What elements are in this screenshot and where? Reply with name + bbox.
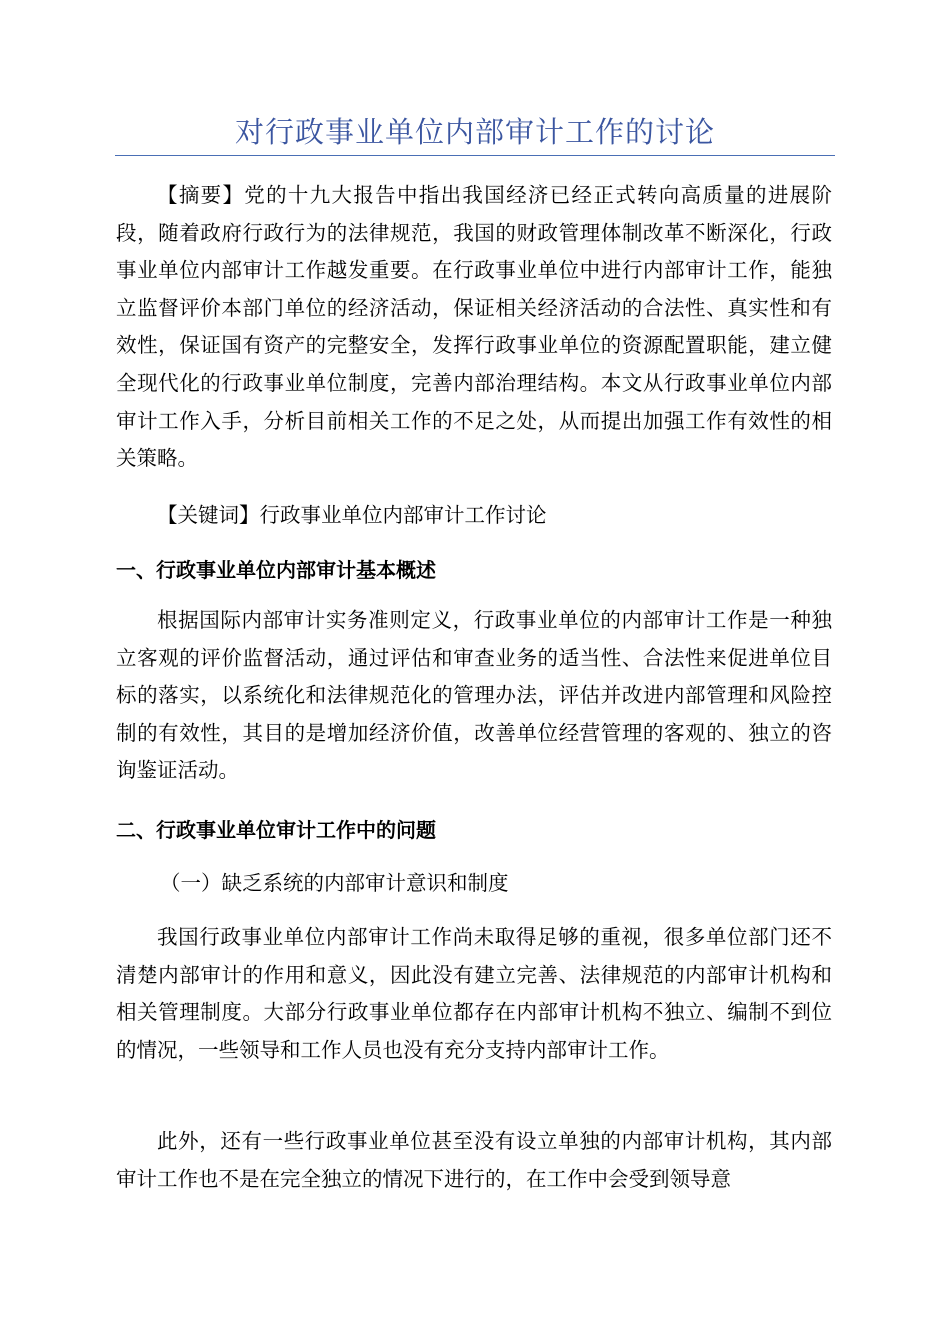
- section-2-paragraph-2: 此外，还有一些行政事业单位甚至没有设立单独的内部审计机构，其内部审计工作也不是在完全独立的情况下进行的，在工作中会受到领导意: [116, 1129, 832, 1191]
- section-2-subheading: （一）缺乏系统的内部审计意识和制度: [160, 871, 509, 895]
- document-title: 对行政事业单位内部审计工作的讨论: [234, 115, 715, 149]
- section-1-paragraph: 根据国际内部审计实务准则定义，行政事业单位的内部审计工作是一种独立客观的评价监督活动，通过评估和审查业务的适当性、合法性来促进单位目标的落实，以系统化和法律规范化的管理办法，评估并改进内部管理和风险控制的有效性，其目的是增加经济价值，改善单位经营管理的客观的、独立的咨询鉴证活动。: [116, 608, 832, 783]
- title-underline: [115, 155, 835, 156]
- section-1-heading: 一、行政事业单位内部审计基本概述: [116, 558, 436, 582]
- abstract-paragraph: 【摘要】党的十九大报告中指出我国经济已经正式转向高质量的进展阶段，随着政府行政行为的法律规范，我国的财政管理体制改革不断深化，行政事业单位内部审计工作越发重要。在行政事业单位中进行内部审计工作，能独立监督评价本部门单位的经济活动，保证相关经济活动的合法性、真实性和有效性，保证国有资产的完整安全，发挥行政事业单位的资源配置职能，建立健全现代化的行政事业单位制度，完善内部治理结构。本文从行政事业单位内部审计工作入手，分析目前相关工作的不足之处，从而提出加强工作有效性的相关策略。: [116, 183, 832, 471]
- keywords-line: 【关键词】行政事业单位内部审计工作讨论: [157, 503, 547, 527]
- section-2-paragraph-1: 我国行政事业单位内部审计工作尚未取得足够的重视，很多单位部门还不清楚内部审计的作用和意义，因此没有建立完善、法律规范的内部审计机构和相关管理制度。大部分行政事业单位都存在内部审计机构不独立、编制不到位的情况，一些领导和工作人员也没有充分支持内部审计工作。: [116, 925, 832, 1062]
- section-2-heading: 二、行政事业单位审计工作中的问题: [116, 818, 436, 842]
